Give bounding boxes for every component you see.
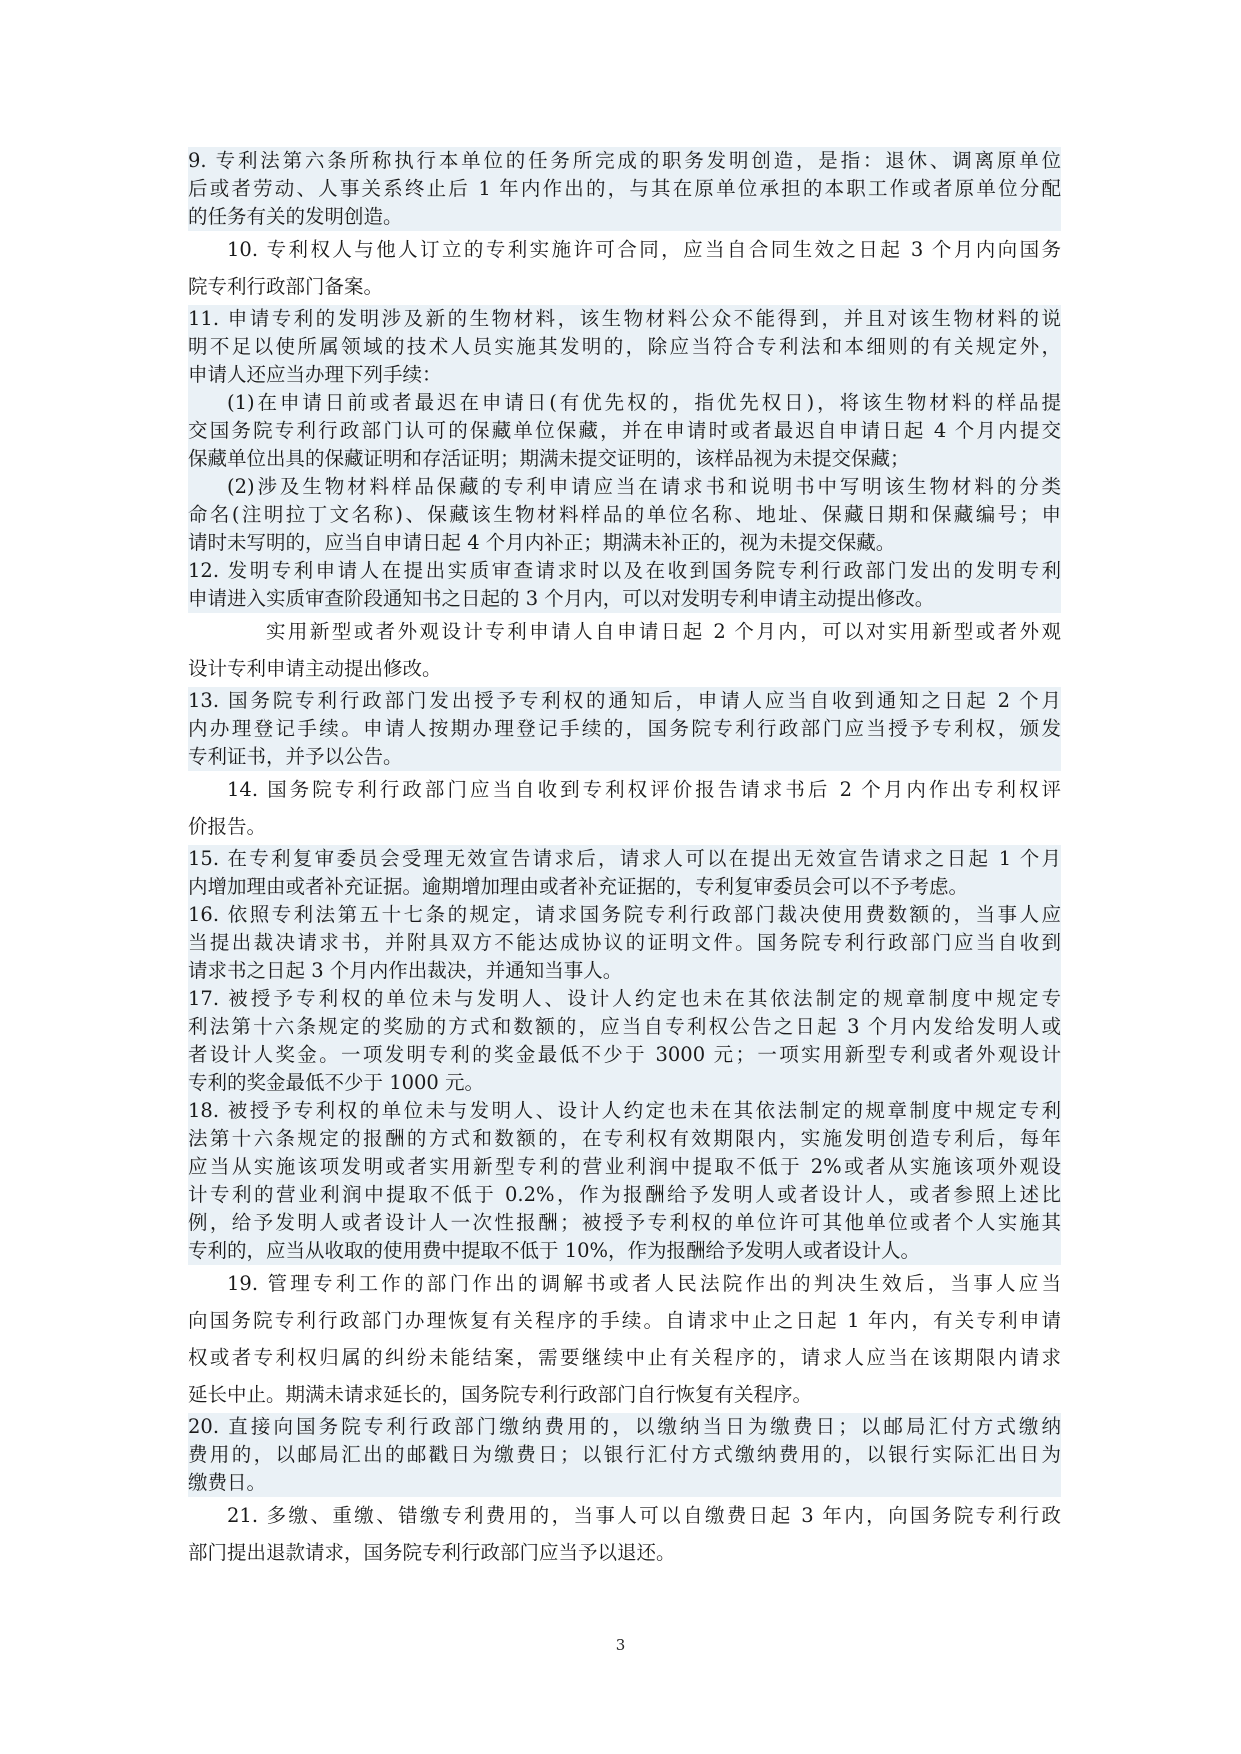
document-body	[188, 147, 1061, 1571]
text-line: 申请进入实质审查阶段通知书之日起的 3 个月内，可以对发明专利申请主动提出修改。	[188, 585, 1061, 613]
text-line: 申请人还应当办理下列手续：	[188, 361, 1061, 389]
text-line: 11. 申请专利的发明涉及新的生物材料，该生物材料公众不能得到，并且对该生物材料的说	[188, 305, 1061, 333]
text-line: 请时未写明的，应当自申请日起 4 个月内补正；期满未补正的，视为未提交保藏。	[188, 529, 1061, 557]
text-line: 内办理登记手续。申请人按期办理登记手续的，国务院专利行政部门应当授予专利权，颁发	[188, 715, 1061, 743]
text-line: 16. 依照专利法第五十七条的规定，请求国务院专利行政部门裁决使用费数额的，当事人应	[188, 901, 1061, 929]
text-line: 专利的奖金最低不少于 1000 元。	[188, 1069, 1061, 1097]
text-line: 缴费日。	[188, 1469, 1061, 1497]
text-line: 内增加理由或者补充证据。逾期增加理由或者补充证据的，专利复审委员会可以不予考虑。	[188, 873, 1061, 901]
text-line: 15. 在专利复审委员会受理无效宣告请求后，请求人可以在提出无效宣告请求之日起 1 个月	[188, 845, 1061, 873]
text-line: 价报告。	[188, 815, 267, 838]
text-line: 18. 被授予专利权的单位未与发明人、设计人约定也未在其依法制定的规章制度中规定专利	[188, 1097, 1061, 1125]
text-line: 10. 专利权人与他人订立的专利实施许可合同，应当自合同生效之日起 3 个月内向国务	[227, 238, 1061, 261]
text-line: 14. 国务院专利行政部门应当自收到专利权评价报告请求书后 2 个月内作出专利权评	[227, 778, 1061, 801]
text-line: 部门提出退款请求，国务院专利行政部门应当予以退还。	[188, 1541, 676, 1564]
text-line: 命名(注明拉丁文名称)、保藏该生物材料样品的单位名称、地址、保藏日期和保藏编号；申	[188, 501, 1061, 529]
text-line: (2)涉及生物材料样品保藏的专利申请应当在请求书和说明书中写明该生物材料的分类	[188, 473, 1061, 501]
text-line: 计专利的营业利润中提取不低于 0.2%，作为报酬给予发明人或者设计人，或者参照上述比	[188, 1181, 1061, 1209]
text-line: 17. 被授予专利权的单位未与发明人、设计人约定也未在其依法制定的规章制度中规定专	[188, 985, 1061, 1013]
text-line: 9. 专利法第六条所称执行本单位的任务所完成的职务发明创造，是指：退休、调离原单位	[188, 147, 1061, 175]
text-line: 设计专利申请主动提出修改。	[188, 657, 442, 680]
text-line: 13. 国务院专利行政部门发出授予专利权的通知后，申请人应当自收到通知之日起 2 个月	[188, 687, 1061, 715]
text-line: 当提出裁决请求书，并附具双方不能达成协议的证明文件。国务院专利行政部门应当自收到	[188, 929, 1061, 957]
text-line: 保藏单位出具的保藏证明和存活证明；期满未提交证明的，该样品视为未提交保藏；	[188, 445, 1061, 473]
text-line: 明不足以使所属领域的技术人员实施其发明的，除应当符合专利法和本细则的有关规定外，	[188, 333, 1061, 361]
text-line: 12. 发明专利申请人在提出实质审查请求时以及在收到国务院专利行政部门发出的发明专利	[188, 557, 1061, 585]
text-line: 请求书之日起 3 个月内作出裁决，并通知当事人。	[188, 957, 1061, 985]
text-line: (1)在申请日前或者最迟在申请日(有优先权的，指优先权日)，将该生物材料的样品提	[188, 389, 1061, 417]
text-line: 实用新型或者外观设计专利申请人自申请日起 2 个月内，可以对实用新型或者外观	[266, 620, 1061, 643]
text-line: 专利证书，并予以公告。	[188, 743, 1061, 771]
text-line: 法第十六条规定的报酬的方式和数额的，在专利权有效期限内，实施发明创造专利后，每年	[188, 1125, 1061, 1153]
text-line: 院专利行政部门备案。	[188, 275, 384, 298]
text-line: 的任务有关的发明创造。	[188, 203, 1061, 231]
text-line: 专利的，应当从收取的使用费中提取不低于 10%，作为报酬给予发明人或者设计人。	[188, 1237, 1061, 1265]
text-line: 后或者劳动、人事关系终止后 1 年内作出的，与其在原单位承担的本职工作或者原单位分配	[188, 175, 1061, 203]
text-line: 权或者专利权归属的纠纷未能结案，需要继续中止有关程序的，请求人应当在该期限内请求	[188, 1346, 1061, 1369]
text-line: 20. 直接向国务院专利行政部门缴纳费用的，以缴纳当日为缴费日；以邮局汇付方式缴纳	[188, 1413, 1061, 1441]
page-number: 3	[615, 1636, 626, 1654]
text-line: 例，给予发明人或者设计人一次性报酬；被授予专利权的单位许可其他单位或者个人实施其	[188, 1209, 1061, 1237]
text-line: 利法第十六条规定的奖励的方式和数额的，应当自专利权公告之日起 3 个月内发给发明人或	[188, 1013, 1061, 1041]
text-line: 19. 管理专利工作的部门作出的调解书或者人民法院作出的判决生效后，当事人应当	[227, 1272, 1061, 1295]
text-line: 者设计人奖金。一项发明专利的奖金最低不少于 3000 元；一项实用新型专利或者外观设计	[188, 1041, 1061, 1069]
text-line: 费用的，以邮局汇出的邮戳日为缴费日；以银行汇付方式缴纳费用的，以银行实际汇出日为	[188, 1441, 1061, 1469]
text-line: 应当从实施该项发明或者实用新型专利的营业利润中提取不低于 2%或者从实施该项外观设	[188, 1153, 1061, 1181]
text-line: 延长中止。期满未请求延长的，国务院专利行政部门自行恢复有关程序。	[188, 1383, 813, 1406]
text-line: 21. 多缴、重缴、错缴专利费用的，当事人可以自缴费日起 3 年内，向国务院专利行政	[227, 1504, 1061, 1527]
text-line: 向国务院专利行政部门办理恢复有关程序的手续。自请求中止之日起 1 年内，有关专利申请	[188, 1309, 1061, 1332]
text-line: 交国务院专利行政部门认可的保藏单位保藏，并在申请时或者最迟自申请日起 4 个月内提交	[188, 417, 1061, 445]
